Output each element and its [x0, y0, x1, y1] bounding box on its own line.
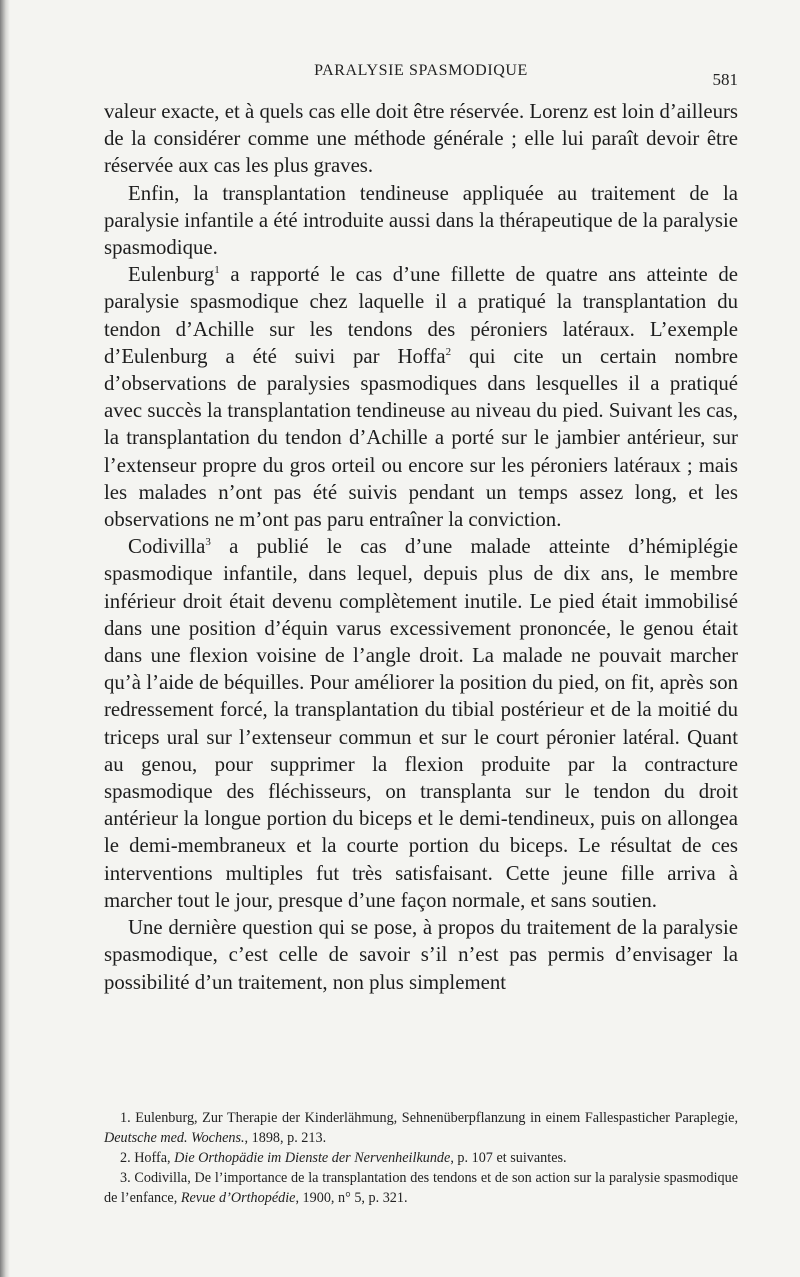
paragraph-3 [104, 261, 738, 533]
paragraph-1: valeur exacte, et à quels cas elle doit être réservée. Lorenz est loin d’ailleurs de la considérer comme une méthode générale ; elle lui paraît devoir être réservée aux cas les plus graves. [104, 100, 738, 178]
paragraph-4-author: Codivilla [128, 535, 206, 559]
footnote-3 [104, 1168, 738, 1208]
body-text [104, 98, 738, 996]
footnote-journal: Deutsche med. Wochens. [104, 1130, 245, 1146]
footnote-text-end: , 1898, p. 213. [244, 1130, 327, 1146]
footnote-1 [104, 1108, 738, 1148]
footnote-2 [104, 1148, 738, 1168]
paragraph-4 [104, 533, 738, 914]
page-header [104, 62, 738, 89]
footnote-text: Codivilla, De l’importance de la transplantation des tendons et de son action sur la paralysie spasmodique de l’enfance, [104, 1170, 739, 1206]
footnote-journal: Revue d’Orthopédie [180, 1190, 296, 1206]
footnote-text-end: , p. 107 et suivantes. [450, 1150, 567, 1166]
footnote-number: 3. [120, 1170, 131, 1186]
paragraph-3-text-a: a rapporté le cas d’une fillette de quatre ans atteinte de paralysie spasmodique chez laquelle il a pratiqué la transplantation du tendon d’Achille sur les tendons des péroniers latéraux. L’exemple d’Eulenburg a été suivi par Hoffa [104, 263, 738, 368]
paragraph-3-text-b: qui cite un certain nombre d’observations de paralysies spasmodiques dans lesquelles il a pratiqué avec succès la transplantation tendineuse au niveau du pied. Suivant les cas, la transplantation du tendon d’Achille a porté sur le jambier antérieur, sur l’extenseur propre du gros orteil ou encore sur les péroniers latéraux ; mais les malades n’ont pas été suivis pendant un temps assez long, et les observations ne m’ont pas paru entraîner la conviction. [104, 344, 738, 532]
running-title: PARALYSIE SPASMODIQUE [314, 62, 528, 79]
footnote-ref-1: 1 [214, 264, 220, 277]
page-number: 581 [712, 70, 738, 89]
paragraph-2: Enfin, la transplantation tendineuse appliquée au traitement de la paralysie infantile a été introduite aussi dans la thérapeutique de la paralysie spasmodique. [104, 181, 738, 260]
footnote-text: Hoffa, [134, 1150, 175, 1166]
footnote-text: Eulenburg, Zur Therapie der Kinderlähmung, Sehnenüberpflanzung in einem Fallespasticher Paraplegie, [135, 1110, 738, 1126]
footnote-text-end: , 1900, n° 5, p. 321. [295, 1190, 408, 1206]
footnote-number: 2. [120, 1150, 131, 1166]
paragraph-3-author: Eulenburg [128, 263, 215, 287]
footnote-number: 1. [120, 1110, 131, 1126]
footnote-ref-2: 2 [445, 345, 452, 358]
footnote-journal: Die Orthopädie im Dienste der Nervenheilkunde [174, 1150, 451, 1166]
paragraph-5: Une dernière question qui se pose, à propos du traitement de la paralysie spasmodique, c’est celle de savoir s’il n’est pas permis d’envisager la possibilité d’un traitement, non plus simplement [104, 916, 738, 994]
footnote-ref-3: 3 [205, 536, 211, 549]
paragraph-4-text: a publié le cas d’une malade atteinte d’hémiplégie spasmodique infantile, dans lequel, depuis plus de dix ans, le membre inférieur droit était devenu complètement inutile. Le pied était immobilisé dans une position d’équin varus excessivement prononcée, le genou était dans une flexion voisine de l’angle droit. La malade ne pouvait marcher qu’à l’aide de béquilles. Pour améliorer la position du pied, on fit, après son redressement forcé, la transplantation du tibial postérieur et de la moitié du triceps ural sur l’extenseur commun et sur le court péronier latéral. Quant au genou, pour supprimer la flexion produite par la contracture spasmodique des fléchisseurs, on transplanta sur le tendon du droit antérieur la longue portion du biceps et le demi-tendineux, puis on allongea le demi-membraneux et la courte portion du biceps. Le résultat de ces interventions multiples fut très satisfaisant. Cette jeune fille arriva à marcher tout le jour, presque d’une façon normale, et sans soutien. [104, 535, 738, 912]
footnotes [104, 1108, 738, 1208]
